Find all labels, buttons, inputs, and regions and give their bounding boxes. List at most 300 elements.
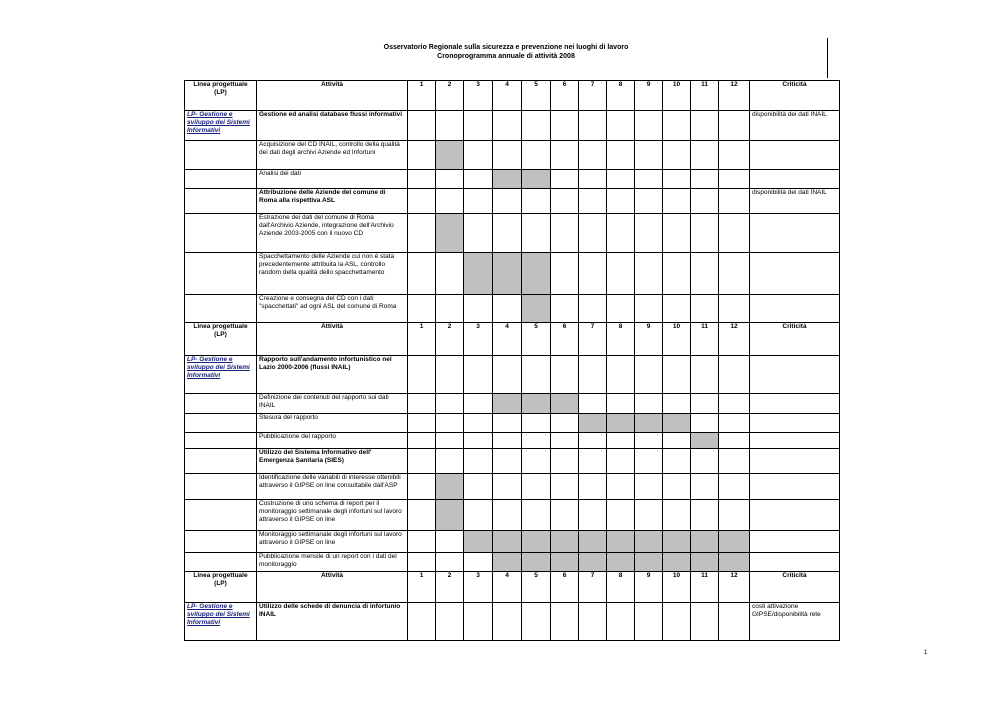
linea-progettuale-cell [185,449,257,474]
month-cell [607,253,635,295]
month-cell-active [493,553,522,572]
criticita-cell [750,394,840,414]
month-cell [436,295,464,323]
month-cell-active [493,170,522,189]
header-month: 9 [635,81,663,111]
month-cell [691,356,719,394]
month-cell [579,214,607,253]
header-month: 2 [436,323,464,356]
month-cell [551,414,579,433]
header-month: 10 [663,81,691,111]
month-cell-active [551,553,579,572]
linea-progettuale-cell [185,474,257,500]
header-month: 11 [691,572,719,603]
month-cell [719,189,750,214]
month-cell-active [663,414,691,433]
table-row [185,141,840,170]
table-row [185,214,840,253]
month-cell [522,141,551,170]
month-cell [663,214,691,253]
linea-progettuale-label: LP- Gestione e sviluppo dei Sistemi Informativi [185,603,257,641]
header-month: 6 [551,81,579,111]
table-row [185,295,840,323]
table-row [185,474,840,500]
header-month: 12 [719,323,750,356]
header-month: 12 [719,81,750,111]
month-cell [579,253,607,295]
table-row [185,111,840,141]
table-row [185,253,840,295]
activity-cell: Rapporto sull'andamento infortunistico nel Lazio 2000-2006 (flussi INAIL) [257,356,408,394]
linea-progettuale-cell [185,531,257,553]
month-cell-active [436,141,464,170]
month-cell-active [579,414,607,433]
month-cell [607,603,635,641]
month-cell-active [719,531,750,553]
month-cell [408,500,436,531]
month-cell-active [635,414,663,433]
activity-cell: Monitoraggio settimanale degli infortuni sul lavoro attraverso il GIPSE on line [257,531,408,553]
month-cell [464,500,493,531]
month-cell [464,603,493,641]
header-criticita: Criticità [750,81,840,111]
activity-cell: Identificazione delle variabili di interesse ottenibili attraverso il GIPSE on line consultabile dall'ASP [257,474,408,500]
criticita-cell [750,449,840,474]
month-cell-active [522,253,551,295]
month-cell [551,449,579,474]
activity-cell: Utilizzo delle schede di denuncia di infortunio INAIL [257,603,408,641]
month-cell [408,356,436,394]
header-month: 3 [464,572,493,603]
month-cell-active [522,531,551,553]
header-month: 1 [408,323,436,356]
activity-cell: Estrazione dei dati del comune di Roma dall'Archivio Aziende, integrazione dell'Archivio Aziende 2003-2005 con il nuovo CD [257,214,408,253]
month-cell-active [522,553,551,572]
month-cell [635,141,663,170]
linea-progettuale-cell [185,394,257,414]
header-criticita: Criticità [750,323,840,356]
month-cell-active [493,531,522,553]
page-number: 1 [924,650,928,656]
criticita-cell: disponibilità dei dati INAIL [750,189,840,214]
month-cell [719,111,750,141]
activity-cell: Costruzione di uno schema di report per il monitoraggio settimanale degli infortuni sul lavoro attraverso il GIPSE on line [257,500,408,531]
month-cell [408,295,436,323]
month-cell [579,111,607,141]
month-cell [635,474,663,500]
month-cell [436,449,464,474]
month-cell-active [719,553,750,572]
month-cell [691,170,719,189]
header-month: 4 [493,323,522,356]
month-cell [408,603,436,641]
month-cell [408,111,436,141]
month-cell-active [579,553,607,572]
month-cell [663,170,691,189]
header-month: 10 [663,572,691,603]
month-cell [607,449,635,474]
month-cell [691,189,719,214]
month-cell [635,253,663,295]
month-cell [635,111,663,141]
table-row [185,170,840,189]
month-cell [719,500,750,531]
month-cell-active [551,394,579,414]
header-month: 1 [408,572,436,603]
header-month: 7 [579,81,607,111]
month-cell [436,253,464,295]
month-cell [579,474,607,500]
header-linea-progettuale: Linea progettuale (LP) [185,323,257,356]
month-cell-active [493,253,522,295]
month-cell [408,449,436,474]
month-cell [464,553,493,572]
month-cell-active [635,531,663,553]
month-cell [663,253,691,295]
month-cell [408,141,436,170]
month-cell [464,189,493,214]
table-header-row [185,81,840,111]
month-cell [436,170,464,189]
header-month: 10 [663,323,691,356]
activity-cell: Utilizzo del Sistema Informativo dell' Emergenza Sanitaria (SIES) [257,449,408,474]
month-cell [635,603,663,641]
month-cell [408,433,436,449]
header-month: 7 [579,572,607,603]
header-linea-progettuale: Linea progettuale (LP) [185,572,257,603]
document-subtitle: Cronoprogramma annuale di attività 2008 [437,53,575,60]
header-month: 9 [635,323,663,356]
header-month: 7 [579,323,607,356]
month-cell-active [607,553,635,572]
month-cell [522,474,551,500]
month-cell [522,449,551,474]
month-cell [464,141,493,170]
month-cell [493,189,522,214]
header-month: 3 [464,323,493,356]
table-row [185,414,840,433]
month-cell [579,603,607,641]
activity-cell: Pubblicazione del rapporto [257,433,408,449]
month-cell [464,214,493,253]
month-cell [408,214,436,253]
month-cell [635,500,663,531]
month-cell [522,111,551,141]
month-cell-active [579,531,607,553]
activity-cell: Gestione ed analisi database flussi informativi [257,111,408,141]
month-cell [579,295,607,323]
month-cell [579,433,607,449]
month-cell [663,394,691,414]
month-cell [607,474,635,500]
month-cell [719,214,750,253]
linea-progettuale-label: LP- Gestione e sviluppo dei Sistemi Informativi [185,356,257,394]
month-cell [691,474,719,500]
month-cell [607,189,635,214]
month-cell [551,170,579,189]
month-cell [691,500,719,531]
month-cell [551,433,579,449]
month-cell [551,356,579,394]
month-cell [551,295,579,323]
month-cell [719,141,750,170]
month-cell [493,295,522,323]
month-cell [719,253,750,295]
month-cell [719,356,750,394]
document-title: Osservatorio Regionale sulla sicurezza e prevenzione nei luoghi di lavoro [383,44,629,51]
month-cell [493,141,522,170]
criticita-cell: costi attivazione GIPSE/disponibilità rete [750,603,840,641]
month-cell [464,474,493,500]
month-cell [663,433,691,449]
header-month: 4 [493,81,522,111]
month-cell-active [607,531,635,553]
month-cell [408,170,436,189]
month-cell [719,449,750,474]
month-cell [663,474,691,500]
criticita-cell [750,253,840,295]
month-cell [607,214,635,253]
divider-line [827,38,828,78]
month-cell-active [691,433,719,449]
month-cell [691,253,719,295]
activity-cell: Creazione e consegna del CD con i dati "spacchettati" ad ogni ASL del comune di Roma [257,295,408,323]
month-cell-active [691,553,719,572]
month-cell [635,170,663,189]
month-cell-active [436,214,464,253]
month-cell [607,500,635,531]
month-cell [551,474,579,500]
table-row [185,394,840,414]
month-cell-active [551,531,579,553]
month-cell [436,111,464,141]
month-cell [635,394,663,414]
header-month: 4 [493,572,522,603]
month-cell [719,433,750,449]
month-cell [635,189,663,214]
linea-progettuale-label: LP- Gestione e sviluppo dei Sistemi Informativi [185,111,257,141]
month-cell [579,449,607,474]
month-cell-active [522,295,551,323]
table-row [185,500,840,531]
header-attivita: Attività [257,323,408,356]
month-cell [493,214,522,253]
month-cell [464,433,493,449]
activity-cell: Pubblicazione mensile di un report con i dati del monitoraggio [257,553,408,572]
month-cell [522,189,551,214]
month-cell [579,189,607,214]
table-header-row [185,323,840,356]
header-month: 5 [522,81,551,111]
activity-cell: Definizione dei contenuti del rapporto sui dati INAIL [257,394,408,414]
month-cell [691,414,719,433]
month-cell-active [436,500,464,531]
month-cell [464,394,493,414]
month-cell [607,141,635,170]
activity-cell: Stesura del rapporto [257,414,408,433]
header-month: 2 [436,572,464,603]
month-cell [408,189,436,214]
activity-cell: Analisi dei dati [257,170,408,189]
month-cell [579,356,607,394]
table-row [185,531,840,553]
month-cell [579,141,607,170]
month-cell [579,170,607,189]
header-month: 3 [464,81,493,111]
table-row [185,553,840,572]
table-row [185,603,840,641]
month-cell [719,170,750,189]
month-cell [719,414,750,433]
criticita-cell [750,414,840,433]
month-cell [493,356,522,394]
criticita-cell [750,433,840,449]
month-cell [436,603,464,641]
header-month: 11 [691,323,719,356]
month-cell [464,356,493,394]
criticita-cell [750,474,840,500]
month-cell [522,356,551,394]
month-cell [551,253,579,295]
criticita-cell [750,356,840,394]
month-cell [522,214,551,253]
month-cell [551,111,579,141]
month-cell [464,449,493,474]
criticita-cell [750,214,840,253]
month-cell-active [436,474,464,500]
header-month: 6 [551,323,579,356]
table-row [185,449,840,474]
table-row [185,433,840,449]
month-cell [436,356,464,394]
month-cell [436,553,464,572]
header-month: 5 [522,572,551,603]
criticita-cell [750,553,840,572]
month-cell [408,553,436,572]
month-cell-active [691,531,719,553]
month-cell-active [522,394,551,414]
month-cell [522,500,551,531]
month-cell [493,449,522,474]
month-cell [691,111,719,141]
month-cell [635,295,663,323]
linea-progettuale-cell [185,295,257,323]
month-cell [408,474,436,500]
month-cell [607,170,635,189]
month-cell [436,189,464,214]
month-cell-active [464,253,493,295]
activity-cell: Spacchettamento delle Aziende cui non é stata precedentemente attribuita la ASL, controllo random della qualità dello spacchettamento [257,253,408,295]
month-cell [436,414,464,433]
month-cell [464,170,493,189]
month-cell [579,394,607,414]
month-cell [635,356,663,394]
criticita-cell [750,531,840,553]
linea-progettuale-cell [185,214,257,253]
month-cell [493,433,522,449]
month-cell [436,394,464,414]
header-month: 11 [691,81,719,111]
month-cell-active [493,394,522,414]
header-criticita: Criticità [750,572,840,603]
criticita-cell [750,500,840,531]
month-cell [551,141,579,170]
linea-progettuale-cell [185,433,257,449]
linea-progettuale-cell [185,500,257,531]
month-cell [464,414,493,433]
month-cell [607,433,635,449]
month-cell [691,295,719,323]
linea-progettuale-cell [185,141,257,170]
month-cell-active [522,170,551,189]
month-cell [408,414,436,433]
month-cell [691,394,719,414]
header-attivita: Attività [257,81,408,111]
month-cell [719,295,750,323]
linea-progettuale-cell [185,253,257,295]
table-row [185,189,840,214]
month-cell-active [464,531,493,553]
month-cell [663,603,691,641]
header-linea-progettuale: Linea progettuale (LP) [185,81,257,111]
month-cell [493,474,522,500]
month-cell [635,214,663,253]
month-cell [663,449,691,474]
month-cell [663,356,691,394]
table-header-row [185,572,840,603]
month-cell [522,433,551,449]
header-month: 8 [607,323,635,356]
month-cell [436,531,464,553]
month-cell [607,356,635,394]
month-cell [464,111,493,141]
month-cell [551,214,579,253]
month-cell [691,141,719,170]
linea-progettuale-cell [185,189,257,214]
month-cell [635,433,663,449]
month-cell [663,295,691,323]
criticita-cell [750,295,840,323]
month-cell [408,253,436,295]
month-cell [691,214,719,253]
month-cell [663,500,691,531]
header-month: 9 [635,572,663,603]
activity-cell: Acquisizione del CD INAIL, controllo della qualità dei dati degli archivi Aziende ed Infortuni [257,141,408,170]
header-month: 5 [522,323,551,356]
month-cell [551,189,579,214]
month-cell [436,433,464,449]
month-cell [663,189,691,214]
month-cell-active [663,553,691,572]
linea-progettuale-cell [185,553,257,572]
header-month: 8 [607,81,635,111]
month-cell [408,394,436,414]
month-cell [464,295,493,323]
month-cell [522,414,551,433]
month-cell [551,603,579,641]
month-cell-active [635,553,663,572]
criticita-cell: disponibilità dei dati INAIL [750,111,840,141]
activity-cell: Attribuzione delle Aziende del comune di Roma alla rispettiva ASL [257,189,408,214]
linea-progettuale-cell [185,414,257,433]
month-cell [522,603,551,641]
month-cell [691,449,719,474]
schedule-table [184,80,840,641]
month-cell [579,500,607,531]
month-cell [719,394,750,414]
month-cell [691,603,719,641]
month-cell-active [663,531,691,553]
